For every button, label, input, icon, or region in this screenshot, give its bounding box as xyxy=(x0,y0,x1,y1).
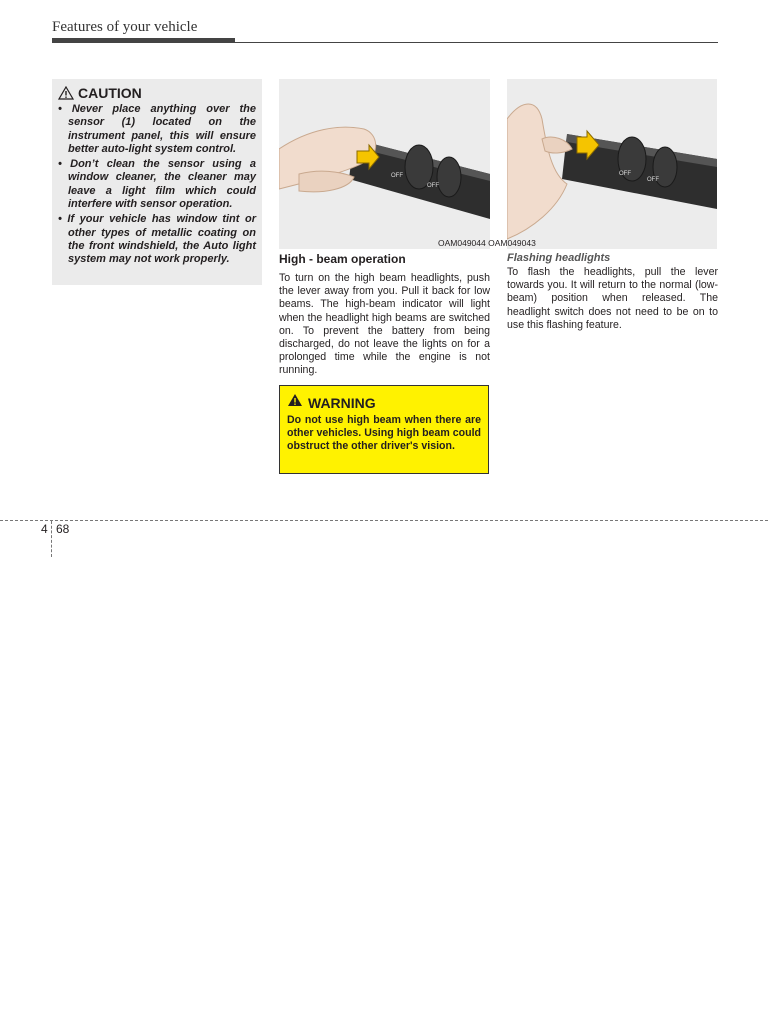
flashing-title: Flashing headlights xyxy=(507,252,611,264)
flashing-text: To flash the headlights, pull the lever towards you. It will return to the normal (low-beam) position when released. The headlight switch does not need to be on to use this flashing feature. xyxy=(507,266,718,331)
caution-item: • Never place anything over the sensor (1) located on the instrument panel, this will ensure better auto-light system control. xyxy=(58,103,256,155)
footer-rule xyxy=(0,520,768,521)
caution-item: • Don’t clean the sensor using a window cleaner, the cleaner may leave a light film which could interfere with sensor operation. xyxy=(58,158,256,211)
high-beam-text: To turn on the high beam headlights, push the lever away from you. Pull it back for low beams. The high-beam indicator will light when the headlight high beams are switched on. To prevent the battery from being discharged, do not leave the lights on for a prolonged time while the engine is not running. xyxy=(279,272,490,377)
svg-text:OFF: OFF xyxy=(427,183,439,189)
header-title: Features of your vehicle xyxy=(52,19,198,35)
svg-text:OFF: OFF xyxy=(647,177,659,183)
photo-code: OAM049044 OAM049043 xyxy=(438,238,536,248)
svg-text:OFF: OFF xyxy=(391,173,403,179)
chapter-number: 4 xyxy=(41,522,48,536)
caution-item: • If your vehicle has window tint or other types of metallic coating on the front windshield, the Auto light system may not work properly. xyxy=(58,213,256,266)
high-beam-title: High - beam operation xyxy=(279,252,406,266)
page-number: 68 xyxy=(56,522,70,536)
header-rule xyxy=(52,42,718,43)
high-beam-section xyxy=(279,252,490,378)
footer-divider xyxy=(51,521,52,557)
caution-box xyxy=(52,79,262,285)
flashing-section xyxy=(507,252,718,332)
high-beam-push-photo xyxy=(279,79,490,249)
caution-title: CAUTION xyxy=(78,85,142,101)
warning-triangle-icon xyxy=(287,393,303,412)
svg-text:OFF: OFF xyxy=(619,171,631,177)
warning-text: Do not use high beam when there are other vehicles. Using high beam could obstruct the other driver's vision. xyxy=(287,414,481,452)
warning-title: WARNING xyxy=(308,394,376,411)
flashing-pull-photo xyxy=(507,79,717,249)
warning-header xyxy=(287,393,481,412)
caution-triangle-icon xyxy=(58,86,74,100)
caution-header xyxy=(58,85,256,101)
warning-box xyxy=(279,385,489,474)
